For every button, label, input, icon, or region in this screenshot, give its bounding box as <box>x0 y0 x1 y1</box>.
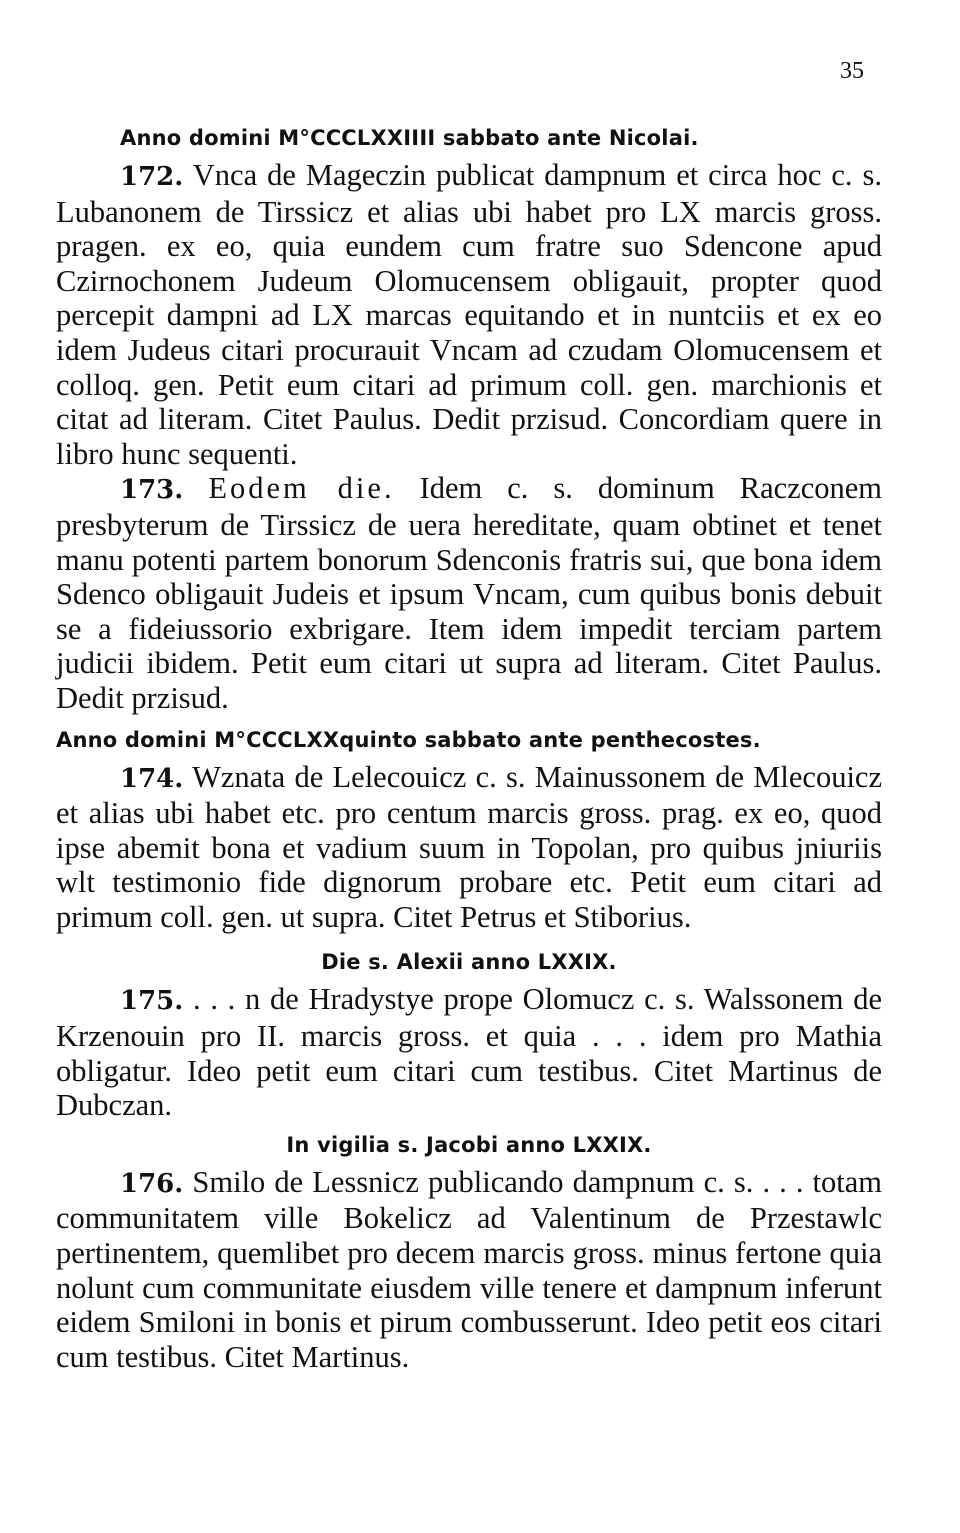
entry-number: 176. <box>120 1168 184 1199</box>
entry-text: Wznata de Lelecouicz c. s. Mainussonem de Mlecouicz et alias ubi habet etc. pro centum marcis gross. prag. ex eo, quod ipse abemit bona et vadium suum in Topolan, pro quibus jniuriis wlt testimonio fide dignorum probare etc. Petit eum citari ad primum coll. gen. ut supra. Citet Petrus et Stiborius. <box>56 759 882 934</box>
entry-number: 173. <box>120 475 184 506</box>
section-heading-3: Die s. Alexii anno LXXIX. <box>321 950 617 975</box>
page-content <box>56 118 882 1374</box>
entry-number: 174. <box>120 763 184 794</box>
entry-172 <box>56 158 882 471</box>
section-heading-2: Anno domini M°CCCLXXquinto sabbato ante penthecostes. <box>56 727 761 752</box>
entry-176 <box>56 1165 882 1375</box>
entry-text: Idem c. s. dominum Raczconem presbyterum de Tirssicz de uera hereditate, quam obtinet et tenet manu potenti partem bonorum Sdenconis fratris sui, que bona idem Sdenco obligauit Judeis et ipsum Vncam, cum quibus bonis debuit se a fideiussorio exbrigare. Item idem impedit terciam partem judicii ibidem. Petit eum citari ut supra ad literam. Citet Paulus. Dedit przisud. <box>56 471 882 715</box>
entry-174 <box>56 760 882 935</box>
entry-number: 175. <box>120 986 184 1017</box>
entry-text: Smilo de Lessnicz publicando dampnum c. s. . . . totam communitatem ville Bokelicz ad Valentinum de Przestawlc pertinentem, quemlibet pro decem marcis gross. minus fertone quia nolunt cum communitate eiusdem ville tenere et dampnum inferunt eidem Smiloni in bonis et pirum combusserunt. Ideo petit eos citari cum testibus. Citet Martinus. <box>56 1164 882 1374</box>
entry-number: 172. <box>120 162 184 192</box>
entry-173 <box>56 471 882 715</box>
entry-date: Eodem die. <box>208 471 395 506</box>
entry-text: Vnca de Mageczin publicat dampnum et circa hoc c. s. Lubanonem de Tirssicz et alias ubi habet pro LX marcis gross. pragen. ex eo, quia eundem cum fratre suo Sdencone apud Czirnochonem Judeum Olomucensem obligauit, propter quod percepit dampni ad LX marcas equitando et in nuntciis et ex eo idem Judeus citari procurauit Vncam ad czudam Olomucensem et colloq. gen. Petit eum citari ad primum coll. gen. marchionis et citat ad literam. Citet Paulus. Dedit przisud. Concordiam quere in libro hunc sequenti. <box>56 158 883 471</box>
entry-text: . . . n de Hradystye prope Olomucz c. s. Walssonem de Krzenouin pro II. marcis gross. et quia . . . idem pro Mathia obligatur. Ideo petit eum citari cum testibus. Citet Martinus de Dubczan. <box>56 982 882 1123</box>
section-heading-4: In vigilia s. Jacobi anno LXXIX. <box>286 1132 652 1157</box>
entry-175 <box>56 982 882 1122</box>
page-number: 35 <box>840 58 864 84</box>
section-heading-1: Anno domini M°CCCLXXIIII sabbato ante Nicolai. <box>120 126 699 150</box>
